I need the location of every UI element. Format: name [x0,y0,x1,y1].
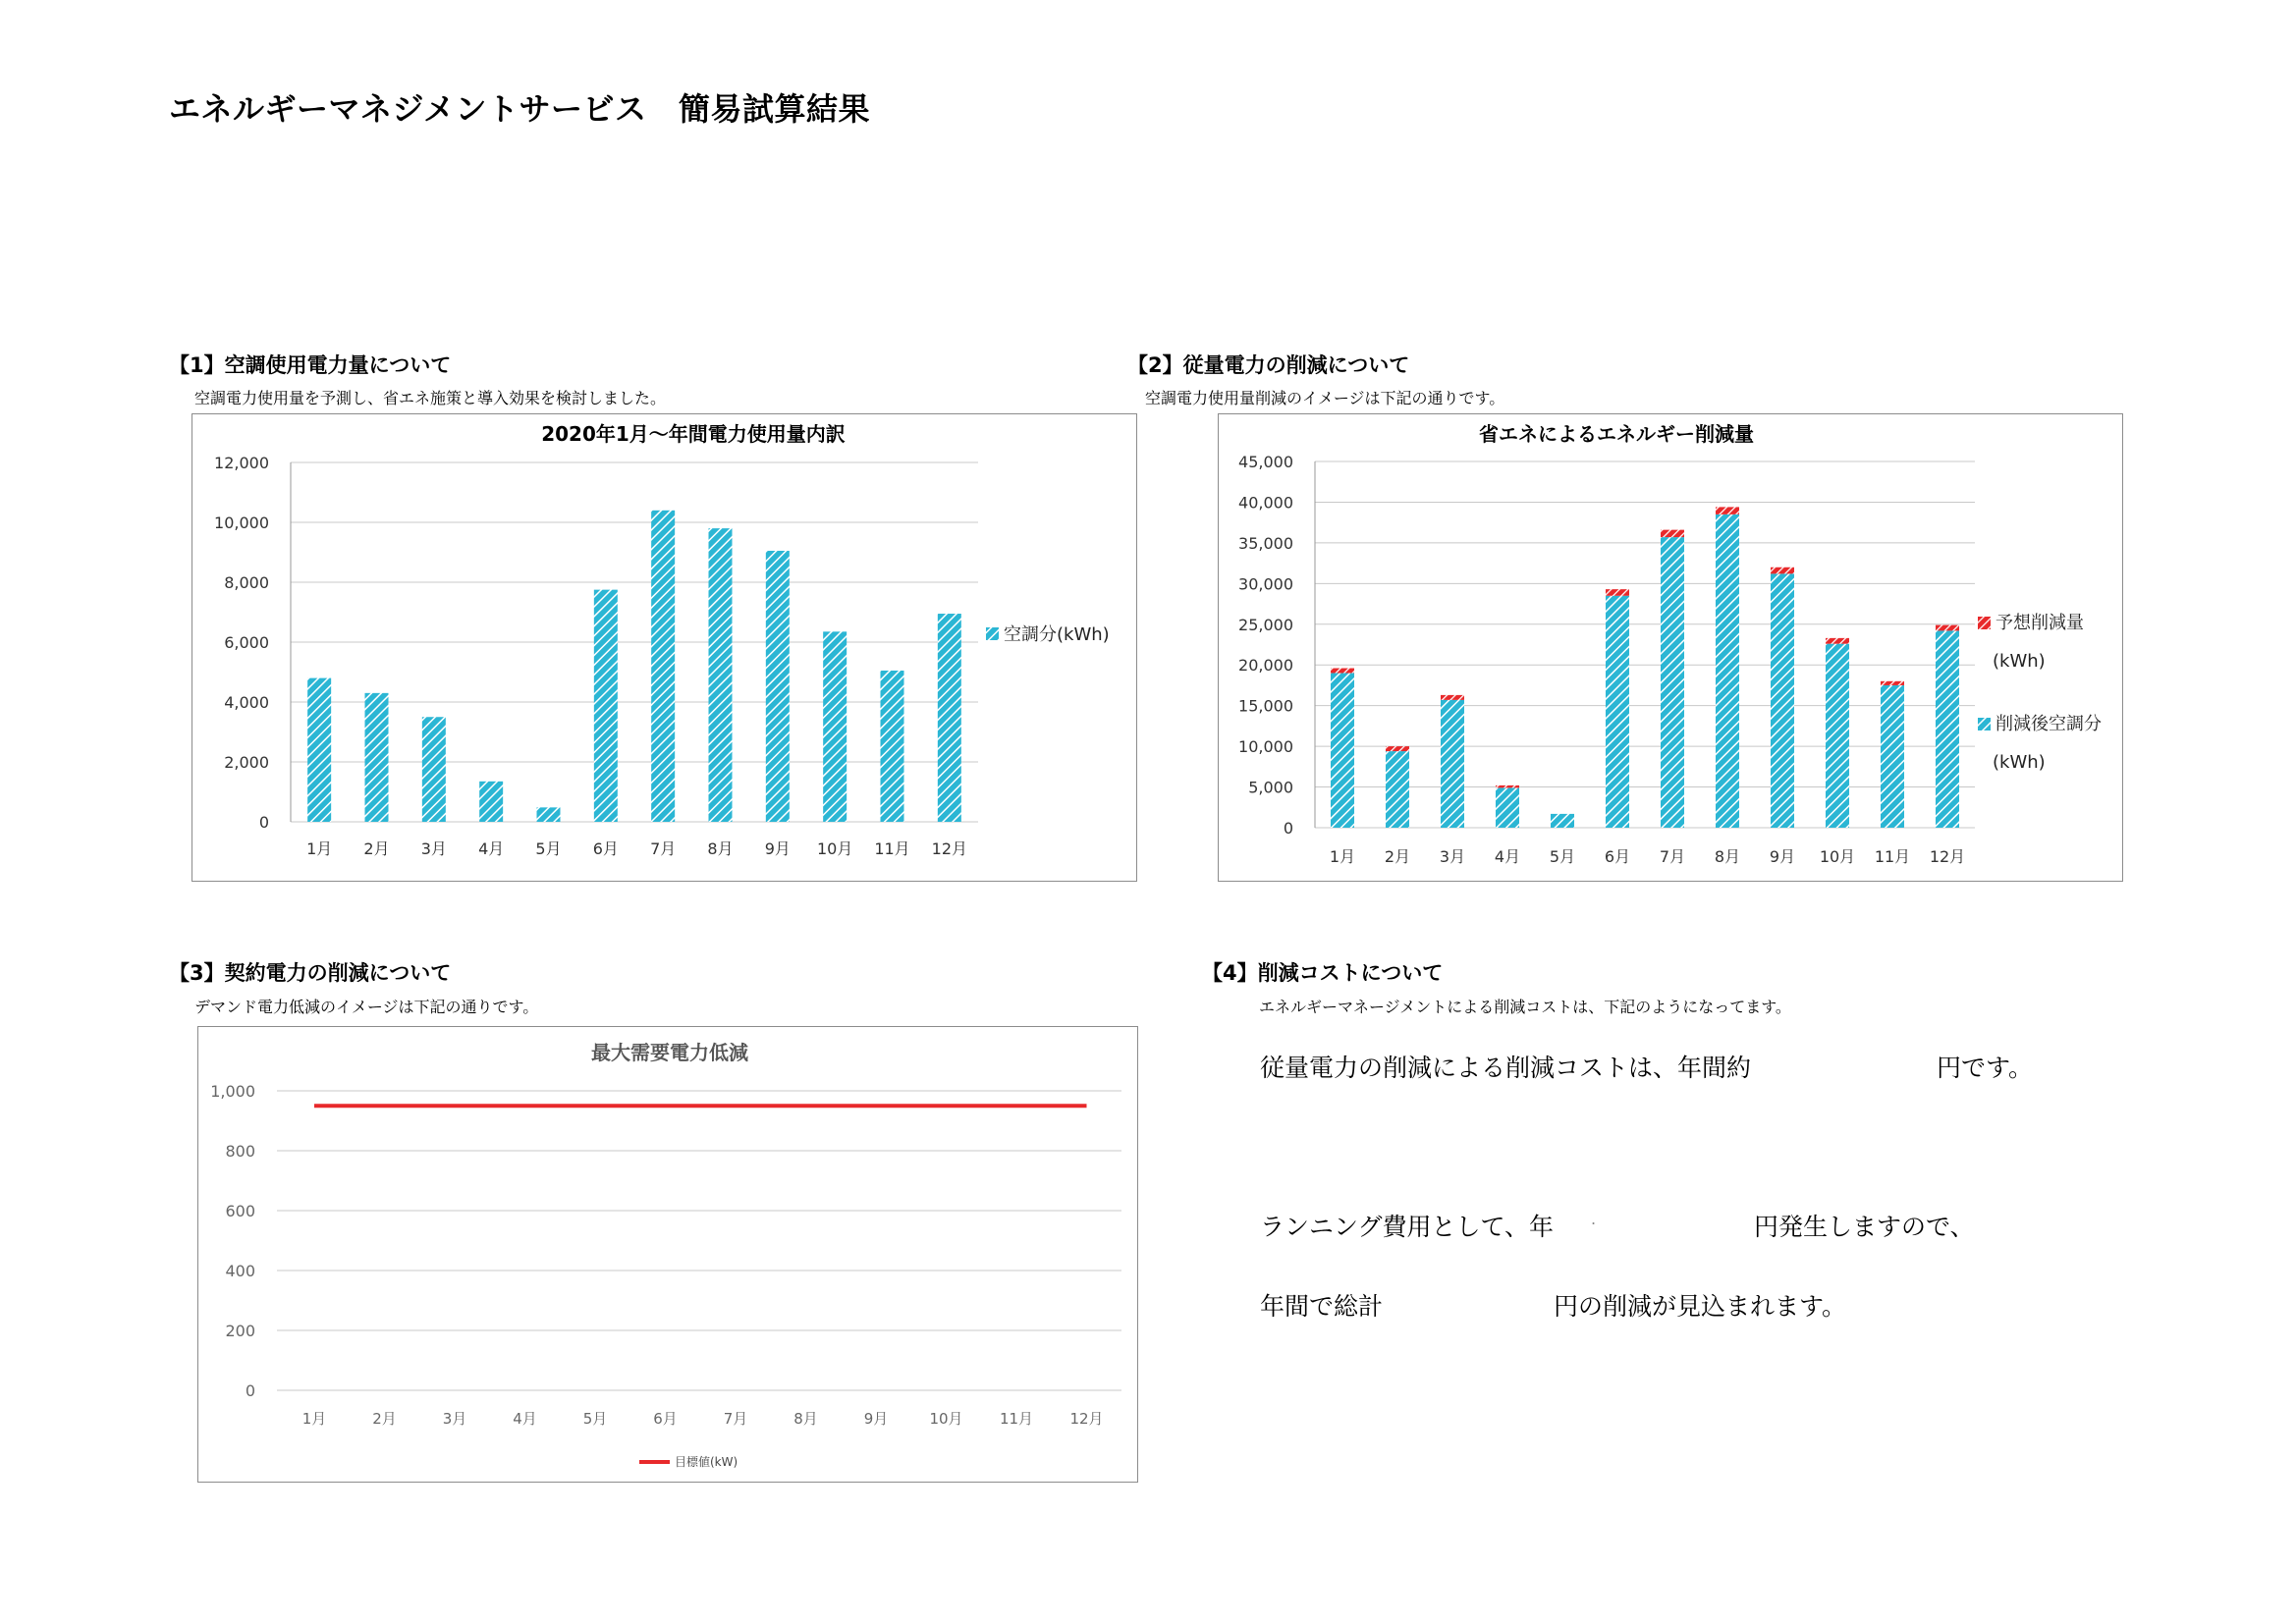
cost-line-1-text: 従量電力の削減による削減コストは、年間約 [1260,1054,1752,1082]
y-tick-label: 25,000 [1238,615,1293,634]
bar-4月 [479,782,503,822]
cost-line-2-text: ランニング費用として、年 [1260,1213,1555,1241]
x-tick-label: 11月 [999,1410,1034,1428]
bar-after-1月 [1331,674,1354,828]
bar-saving-4月 [1496,785,1519,787]
x-tick-label: 12月 [1069,1410,1104,1428]
bar-12月 [938,614,961,822]
x-tick-label: 4月 [513,1410,537,1428]
bar-after-2月 [1386,751,1409,828]
chart-3-frame [197,1026,1138,1483]
page-title: エネルギーマネジメントサービス 簡易試算結果 [169,90,871,128]
x-tick-label: 7月 [723,1410,748,1428]
legend-unit-saving: (kWh) [1993,651,2046,672]
section-4-heading: 【4】削減コストについて [1202,961,1444,985]
bar-after-11月 [1881,685,1904,828]
x-tick-label: 6月 [1604,847,1631,866]
bar-saving-9月 [1771,568,1794,574]
legend-label-after: 削減後空調分 [1995,714,2102,734]
x-tick-label: 8月 [793,1410,818,1428]
y-tick-label: 10,000 [1238,737,1293,757]
legend-swatch-saving [1978,617,1991,629]
bar-after-9月 [1771,573,1794,828]
y-tick-label: 45,000 [1238,453,1293,471]
chart-2-svg [1219,414,2124,883]
chart-2-frame [1218,413,2123,882]
x-tick-label: 3月 [442,1410,467,1428]
x-tick-label: 1月 [1329,847,1356,866]
x-tick-label: 10月 [816,839,853,858]
y-tick-label: 4,000 [224,693,269,712]
bar-3月 [422,717,446,822]
cost-line-2-suffix: 円発生しますので、 [1754,1213,1975,1241]
y-tick-label: 0 [258,813,269,832]
y-tick-label: 10,000 [214,514,269,532]
y-tick-label: 2,000 [224,753,269,772]
section-2-heading: 【2】従量電力の削減について [1127,353,1410,377]
y-tick-label: 800 [225,1142,255,1161]
x-tick-label: 7月 [1659,847,1686,866]
y-tick-label: 15,000 [1238,696,1293,716]
chart-3-title: 最大需要電力低減 [591,1041,748,1064]
x-tick-label: 5月 [535,839,562,858]
x-tick-label: 8月 [1714,847,1741,866]
cost-line-3-suffix: 円の削減が見込まれます。 [1554,1292,1847,1321]
section-3-heading: 【3】契約電力の削減について [169,961,452,985]
x-tick-label: 3月 [1439,847,1466,866]
bar-after-6月 [1606,596,1629,828]
bar-after-8月 [1716,514,1739,828]
x-tick-label: 3月 [420,839,447,858]
legend-unit-after: (kWh) [1993,752,2046,773]
x-tick-label: 5月 [1549,847,1576,866]
y-tick-label: 35,000 [1238,533,1293,553]
x-tick-label: 4月 [1494,847,1521,866]
bar-8月 [709,528,733,822]
x-tick-label: 10月 [1819,847,1856,866]
x-tick-label: 7月 [650,839,677,858]
x-tick-label: 2月 [1384,847,1411,866]
y-tick-label: 200 [225,1322,255,1340]
section-1-heading: 【1】空調使用電力量について [169,353,452,377]
bar-5月 [537,807,561,822]
y-tick-label: 0 [1283,819,1293,838]
bar-after-7月 [1661,537,1684,828]
section-1-subtext: 空調電力使用量を予測し、省エネ施策と導入効果を検討しました。 [194,389,667,407]
legend-label-aircon: 空調分(kWh) [1004,624,1110,645]
y-tick-label: 0 [245,1381,255,1400]
bar-7月 [651,511,675,822]
cost-line-3-text: 年間で総計 [1260,1292,1384,1321]
x-tick-label: 9月 [1769,847,1796,866]
x-tick-label: 9月 [863,1410,889,1428]
bar-saving-1月 [1331,669,1354,674]
section-3-subtext: デマンド電力低減のイメージは下記の通りです。 [194,998,539,1016]
y-tick-label: 600 [225,1202,255,1220]
chart-1-title: 2020年1月～年間電力使用量内訳 [541,422,846,446]
bar-after-5月 [1551,814,1574,828]
bar-6月 [594,590,618,822]
x-tick-label: 4月 [478,839,505,858]
bar-saving-6月 [1606,589,1629,596]
y-tick-label: 8,000 [224,573,269,592]
cost-line-1-suffix: 円です。 [1937,1054,2034,1082]
cost-line-2-dot: . [1591,1210,1597,1228]
bar-after-3月 [1441,700,1464,828]
legend-swatch-after [1978,718,1991,730]
y-tick-label: 400 [225,1262,255,1280]
x-tick-label: 12月 [1929,847,1966,866]
x-tick-label: 10月 [929,1410,963,1428]
bar-saving-7月 [1661,530,1684,537]
chart-3-svg [198,1027,1139,1484]
bar-saving-3月 [1441,695,1464,700]
legend-swatch-aircon [986,627,999,640]
x-tick-label: 6月 [592,839,619,858]
bar-2月 [365,693,389,822]
chart-2-title: 省エネによるエネルギー削減量 [1479,422,1754,446]
bar-after-10月 [1826,644,1849,828]
y-tick-label: 30,000 [1238,574,1293,594]
bar-10月 [823,631,847,822]
bar-saving-12月 [1936,625,1959,631]
bar-11月 [881,671,904,822]
bar-9月 [766,551,790,822]
y-tick-label: 1,000 [210,1082,255,1101]
chart-1-frame [191,413,1137,882]
legend-label-saving: 予想削減量 [1995,613,2084,633]
x-tick-label: 8月 [707,839,734,858]
x-tick-label: 1月 [306,839,333,858]
y-tick-label: 6,000 [224,633,269,652]
x-tick-label: 2月 [363,839,390,858]
legend-label-target: 目標値(kW) [675,1455,738,1469]
x-tick-label: 11月 [1874,847,1911,866]
bar-saving-2月 [1386,746,1409,751]
section-4-subtext: エネルギーマネージメントによる削減コストは、下記のようになってます。 [1259,998,1791,1016]
bar-saving-10月 [1826,638,1849,644]
x-tick-label: 11月 [874,839,910,858]
x-tick-label: 12月 [931,839,968,858]
chart-1-svg [192,414,1138,883]
section-2-subtext: 空調電力使用量削減のイメージは下記の通りです。 [1145,389,1505,407]
x-tick-label: 6月 [653,1410,678,1428]
y-tick-label: 12,000 [214,454,269,472]
x-tick-label: 1月 [301,1410,327,1428]
y-tick-label: 20,000 [1238,656,1293,676]
x-tick-label: 2月 [372,1410,397,1428]
bar-after-12月 [1936,630,1959,828]
bar-saving-8月 [1716,507,1739,514]
x-tick-label: 5月 [582,1410,608,1428]
bar-after-4月 [1496,787,1519,828]
bar-saving-11月 [1881,681,1904,685]
x-tick-label: 9月 [764,839,791,858]
bar-1月 [307,678,331,822]
y-tick-label: 5,000 [1248,778,1293,797]
y-tick-label: 40,000 [1238,493,1293,513]
